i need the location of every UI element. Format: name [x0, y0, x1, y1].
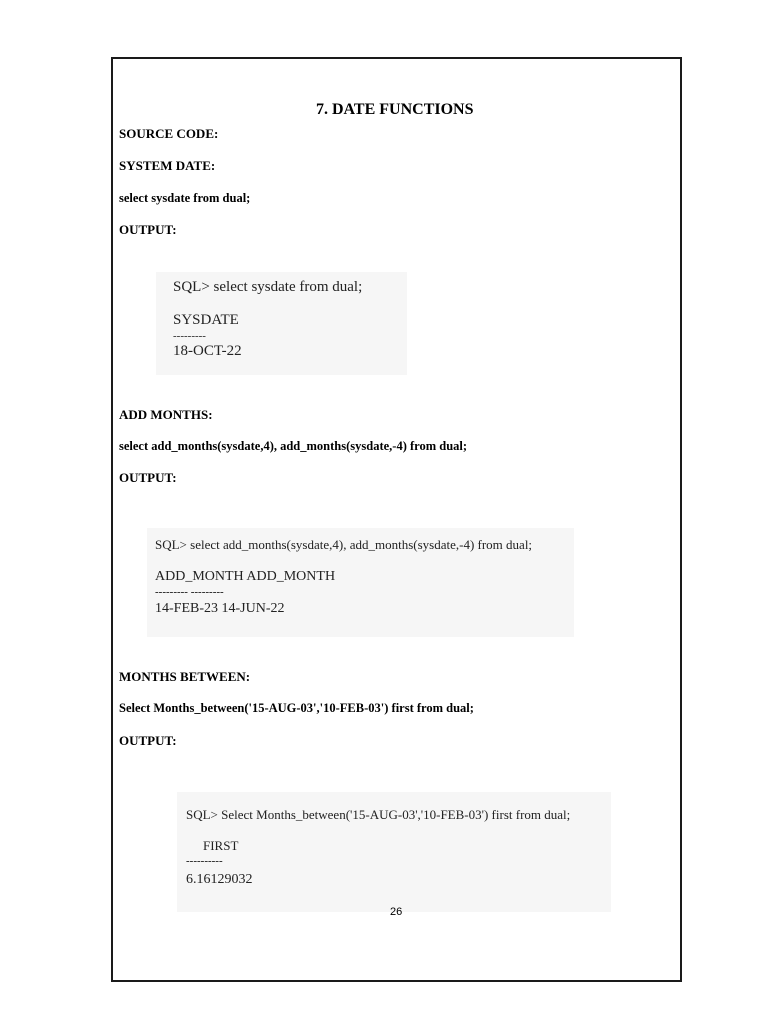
- section-heading-add-months: ADD MONTHS:: [119, 407, 213, 422]
- section-heading-months-between: MONTHS BETWEEN:: [119, 669, 251, 684]
- output-line: ----------: [186, 855, 223, 867]
- output-line: ---------: [173, 330, 206, 342]
- page-title: 7. DATE FUNCTIONS: [316, 101, 474, 118]
- query-add-months: select add_months(sysdate,4), add_months(sysdate,-4) from dual;: [119, 439, 468, 453]
- query-system-date: select sysdate from dual;: [119, 191, 251, 205]
- section-heading-system-date: SYSTEM DATE:: [119, 158, 216, 173]
- output-line: ADD_MONTH ADD_MONTH: [155, 569, 336, 584]
- output-screenshot-system-date: [156, 272, 407, 375]
- output-screenshot-months-between: [177, 792, 611, 912]
- source-code-heading: SOURCE CODE:: [119, 126, 219, 141]
- output-line: SQL> select sysdate from dual;: [173, 279, 363, 295]
- output-label-months-between: OUTPUT:: [119, 733, 177, 748]
- output-label-system-date: OUTPUT:: [119, 222, 177, 237]
- output-line: SQL> select add_months(sysdate,4), add_months(sysdate,-4) from dual;: [155, 537, 533, 552]
- output-line: 14-FEB-23 14-JUN-22: [155, 601, 285, 616]
- output-line: FIRST: [203, 838, 239, 853]
- output-screenshot-add-months: [147, 528, 574, 637]
- output-label-add-months: OUTPUT:: [119, 470, 177, 485]
- output-line: --------- ---------: [155, 586, 224, 598]
- query-months-between: Select Months_between('15-AUG-03','10-FEB-03') first from dual;: [119, 701, 474, 715]
- output-line: SYSDATE: [173, 312, 239, 328]
- output-line: 18-OCT-22: [173, 343, 242, 359]
- output-line: SQL> Select Months_between('15-AUG-03','10-FEB-03') first from dual;: [186, 807, 571, 822]
- page-number: 26: [390, 906, 403, 918]
- output-line: 6.16129032: [186, 872, 253, 887]
